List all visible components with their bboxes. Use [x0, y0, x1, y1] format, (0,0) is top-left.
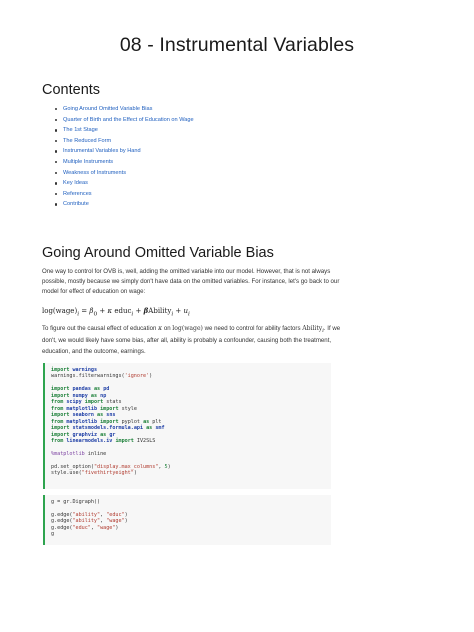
toc-link[interactable]: References [53, 189, 194, 200]
code-module: np [100, 392, 107, 399]
code-text: ) [115, 524, 119, 531]
eq-equals: = [81, 307, 88, 315]
code-text: warnings.filterwarnings( [51, 373, 125, 380]
text-run: To figure out the causal effect of education [42, 325, 157, 332]
code-module: graphviz [72, 431, 98, 438]
code-keyword: from [51, 437, 64, 444]
code-keyword: as [146, 425, 153, 432]
code-text: g.edge( [51, 511, 73, 518]
code-string: "wage" [97, 524, 116, 531]
inline-ability: Ability [302, 325, 323, 332]
code-text: g.edge( [51, 524, 73, 531]
code-string: "educ" [106, 511, 125, 518]
eq-plus: + [99, 307, 106, 315]
code-string: "fivethirtyeight" [81, 470, 134, 477]
intro-paragraph: One way to control for OVB is, well, adding the omitted variable into our model. However, that is not always possible, mostly because we simply don't have data on the omitted variables. For instance, let's go back to our model for effect of education on wage: [42, 268, 340, 296]
toc-link[interactable]: Going Around Omitted Variable Bias [53, 104, 194, 115]
code-module: sns [106, 412, 116, 419]
code-module: seaborn [72, 412, 94, 419]
code-keyword: from [51, 405, 64, 412]
eq-beta0: β [89, 307, 94, 315]
code-string: 'ignore' [124, 373, 150, 380]
toc-link[interactable]: Instrumental Variables by Hand [53, 146, 194, 157]
code-text: inline [84, 450, 107, 457]
code-text: ) [124, 518, 128, 525]
code-keyword: import [51, 392, 70, 399]
code-string: "wage" [106, 518, 125, 525]
contents-heading: Contents [42, 82, 101, 98]
code-keyword: import [100, 405, 119, 412]
code-text: IV2SLS [133, 437, 156, 444]
code-text: style.use( [51, 470, 82, 477]
code-text: plt [149, 418, 162, 425]
code-text: g [51, 531, 55, 538]
code-text: stats [103, 399, 122, 406]
code-module: pandas [72, 386, 91, 393]
eq-educ-sub: i [131, 311, 134, 318]
code-keyword: import [115, 437, 134, 444]
toc-link[interactable]: Contribute [53, 199, 194, 210]
toc-link[interactable]: The Reduced Form [53, 136, 194, 147]
inline-logwage: log(wage) [172, 325, 203, 332]
eq-educ: educ [114, 307, 132, 315]
code-text: , [158, 463, 165, 470]
code-cell-imports[interactable] [43, 363, 331, 489]
code-line [51, 470, 331, 476]
code-text: g = gr.Digraph() [51, 499, 101, 505]
code-keyword: as [90, 392, 98, 399]
code-number: 5 [164, 463, 168, 470]
inline-kappa: κ [158, 325, 163, 332]
code-module: matplotlib [66, 405, 98, 412]
code-text: ) [149, 373, 153, 380]
eq-lhs: log(wage) [42, 307, 78, 315]
code-text: g.edge( [51, 518, 73, 525]
code-keyword: import [51, 425, 70, 432]
code-text: , [90, 524, 98, 531]
code-magic: %matplotlib [51, 450, 85, 457]
code-text: , [100, 518, 107, 525]
toc-link[interactable]: Multiple Instruments [53, 157, 194, 168]
text-run: . If we don't, we would likely have some bias, after all, ability is probably a confounder, causing both the treatment, education, and the outcome, earnings. [42, 325, 341, 355]
text-run: on [163, 325, 171, 332]
code-text: , [100, 511, 107, 518]
code-module: warnings [72, 367, 98, 373]
code-module: numpy [72, 392, 88, 399]
code-cell-digraph[interactable] [43, 495, 331, 545]
eq-u-sub: i [188, 311, 190, 318]
code-text: pd.set_option( [51, 463, 94, 470]
code-text: style [118, 405, 137, 412]
toc-link[interactable]: Weakness of Instruments [53, 168, 194, 179]
code-keyword: as [93, 386, 101, 393]
code-module: gr [109, 431, 116, 438]
toc-link[interactable]: Key Ideas [53, 178, 194, 189]
code-module: statsmodels.formula.api [72, 425, 144, 432]
eq-plus: + [175, 307, 182, 315]
code-keyword: import [51, 367, 70, 373]
code-keyword: import [84, 399, 104, 406]
eq-beta0-sub: 0 [93, 311, 98, 318]
code-keyword: from [51, 418, 64, 425]
code-module: matplotlib [66, 418, 98, 425]
eq-u: u [183, 307, 189, 315]
code-module: scipy [66, 399, 82, 406]
code-string: "educ" [72, 524, 91, 531]
toc-link[interactable]: Quarter of Birth and the Effect of Education on Wage [53, 115, 194, 126]
code-text: ) [124, 511, 128, 518]
eq-ability-sub: i [171, 311, 174, 318]
section-heading: Going Around Omitted Variable Bias [42, 245, 274, 261]
wage-equation [42, 306, 190, 317]
text-run: we need to control for ability factors [204, 325, 301, 332]
eq-ability: Ability [148, 307, 172, 315]
eq-plus: + [135, 307, 142, 315]
eq-kappa: κ [107, 307, 113, 315]
code-keyword: from [51, 399, 64, 406]
code-keyword: as [143, 418, 150, 425]
code-text: pyplot [118, 418, 144, 425]
code-string: "ability" [72, 511, 101, 518]
inline-ability-sub: i [322, 328, 324, 335]
code-text: ) [167, 463, 171, 470]
code-string: "display.max_columns" [93, 463, 159, 470]
code-keyword: as [100, 431, 107, 438]
code-line [51, 531, 331, 537]
code-module: smf [155, 425, 165, 432]
code-keyword: import [51, 431, 70, 438]
code-keyword: as [97, 412, 104, 419]
code-keyword: import [51, 386, 70, 393]
code-string: "ability" [72, 518, 101, 525]
eq-beta-vector: β [143, 306, 149, 315]
eq-lhs-sub: i [77, 311, 80, 318]
toc-link[interactable]: The 1st Stage [53, 125, 194, 136]
code-text: ) [133, 470, 137, 477]
table-of-contents [53, 104, 194, 210]
ability-paragraph [42, 324, 342, 357]
code-module: linearmodels.iv [66, 437, 113, 444]
code-keyword: import [51, 412, 70, 419]
page-title: 08 - Instrumental Variables [119, 34, 355, 56]
code-module: pd [103, 386, 110, 393]
code-keyword: import [100, 418, 119, 425]
